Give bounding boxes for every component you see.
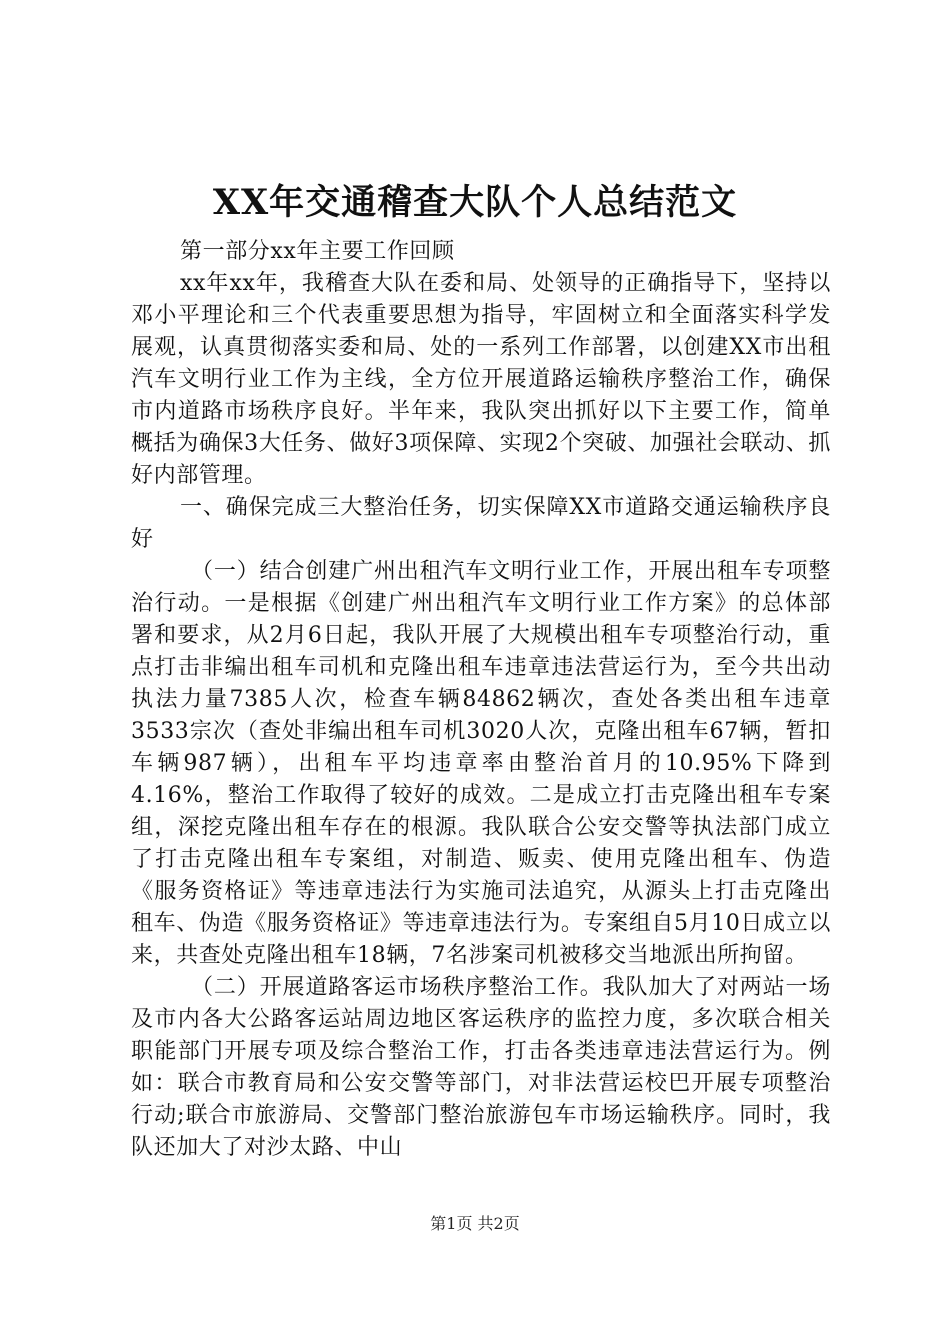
intro-paragraph: xx年xx年，我稽查大队在委和局、处领导的正确指导下，坚持以邓小平理论和三个代表重要思想为指导，牢固树立和全面落实科学发展观，认真贯彻落实委和局、处的一系列工作部署，以创建XX市出租汽车文明行业工作为主线，全方位开展道路运输秩序整治工作，确保市内道路市场秩序良好。半年来，我队突出抓好以下主要工作，简单概括为确保3大任务、做好3项保障、实现2个突破、加强社会联动、抓好内部管理。: [131, 271, 831, 488]
page-number-footer: 第1页 共2页: [430, 1214, 520, 1233]
section-heading-part-one: 第一部分xx年主要工作回顾: [180, 239, 455, 264]
subsection-one-paragraph: （一）结合创建广州出租汽车文明行业工作，开展出租车专项整治行动。一是根据《创建广州出租汽车文明行业工作方案》的总体部署和要求，从2月6日起，我队开展了大规模出租车专项整治行动，重点打击非编出租车司机和克隆出租车违章违法营运行为，至今共出动执法力量7385人次，检查车辆84862辆次，查处各类出租车违章3533宗次（查处非编出租车司机3020人次，克隆出租车67辆，暂扣车辆987辆），出租车平均违章率由整治首月的10.95%下降到4.16%，整治工作取得了较好的成效。二是成立打击克隆出租车专案组，深挖克隆出租车存在的根源。我队联合公安交警等执法部门成立了打击克隆出租车专案组，对制造、贩卖、使用克隆出租车、伪造《服务资格证》等违章违法行为实施司法追究，从源头上打击克隆出租车、伪造《服务资格证》等违章违法行为。专案组自5月10日成立以来，共查处克隆出租车18辆，7名涉案司机被移交当地派出所拘留。: [131, 559, 831, 968]
subsection-two-paragraph: （二）开展道路客运市场秩序整治工作。我队加大了对两站一场及市内各大公路客运站周边地区客运秩序的监控力度，多次联合相关职能部门开展专项及综合整治工作，打击各类违章违法营运行为。例如：联合市教育局和公安交警等部门，对非法营运校巴开展专项整治行动;联合市旅游局、交警部门整治旅游包车市场运输秩序。同时，我队还加大了对沙太路、中山: [131, 975, 831, 1160]
document-title: XX年交通稽查大队个人总结范文: [212, 182, 738, 223]
section-heading-one: 一、确保完成三大整治任务，切实保障XX市道路交通运输秩序良好: [131, 495, 831, 552]
document-body: [131, 236, 831, 1164]
